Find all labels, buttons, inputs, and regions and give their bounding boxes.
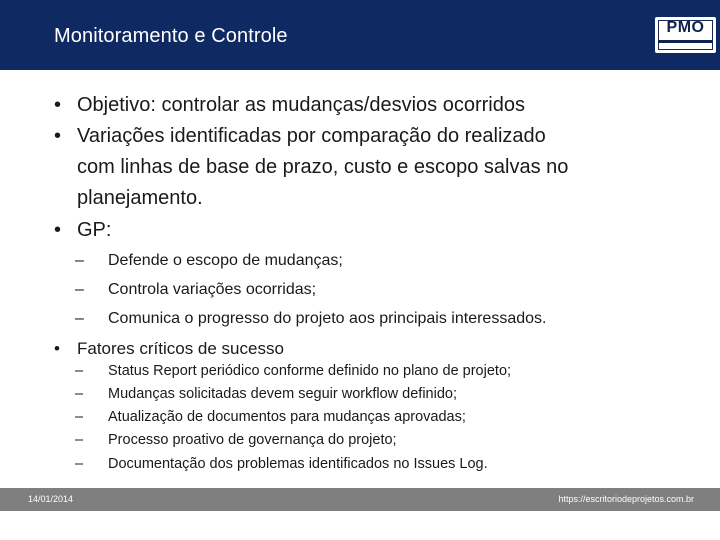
fator-item-text: Atualização de documentos para mudanças aprovadas; xyxy=(108,409,466,425)
bullet-text: Fatores críticos de sucesso xyxy=(77,339,284,358)
dash-marker: – xyxy=(75,432,84,448)
bullet-text: Objetivo: controlar as mudanças/desvios ocorridos xyxy=(77,94,525,116)
gp-item-text: Controla variações ocorridas; xyxy=(108,281,317,298)
slide-title: Monitoramento e Controle xyxy=(54,25,288,47)
fator-item-text: Documentação dos problemas identificados no Issues Log. xyxy=(108,456,488,472)
bullet-dot: • xyxy=(54,94,62,116)
bullet-text: com linhas de base de prazo, custo e escopo salvas no xyxy=(77,156,569,178)
dash-marker: – xyxy=(75,310,84,327)
dash-marker: – xyxy=(75,409,84,425)
slide-header xyxy=(0,0,720,70)
footer-date: 14/01/2014 xyxy=(28,494,74,504)
gp-item-text: Comunica o progresso do projeto aos principais interessados. xyxy=(108,310,547,327)
bullet-dot: • xyxy=(54,125,62,147)
fator-item-text: Status Report periódico conforme definido no plano de projeto; xyxy=(108,363,512,379)
gp-item-text: Defende o escopo de mudanças; xyxy=(108,252,343,269)
logo-underline xyxy=(658,40,713,43)
fator-item-text: Mudanças solicitadas devem seguir workflow definido; xyxy=(108,386,457,402)
logo-text: PMO xyxy=(666,19,705,36)
dash-marker: – xyxy=(75,281,84,298)
slide-footer xyxy=(0,488,720,511)
dash-marker: – xyxy=(75,363,84,379)
dash-marker: – xyxy=(75,386,84,402)
bullet-dot: • xyxy=(54,219,62,241)
bullet-text: GP: xyxy=(77,219,112,241)
dash-marker: – xyxy=(75,456,84,472)
bullet-text: Variações identificadas por comparação do realizado xyxy=(77,125,546,147)
bullet-dot: • xyxy=(54,339,60,358)
dash-marker: – xyxy=(75,252,84,269)
bullet-text: planejamento. xyxy=(77,187,203,209)
fator-item-text: Processo proativo de governança do projeto; xyxy=(108,432,397,448)
footer-url[interactable]: https://escritoriodeprojetos.com.br xyxy=(558,494,694,504)
pmo-logo xyxy=(655,17,716,53)
